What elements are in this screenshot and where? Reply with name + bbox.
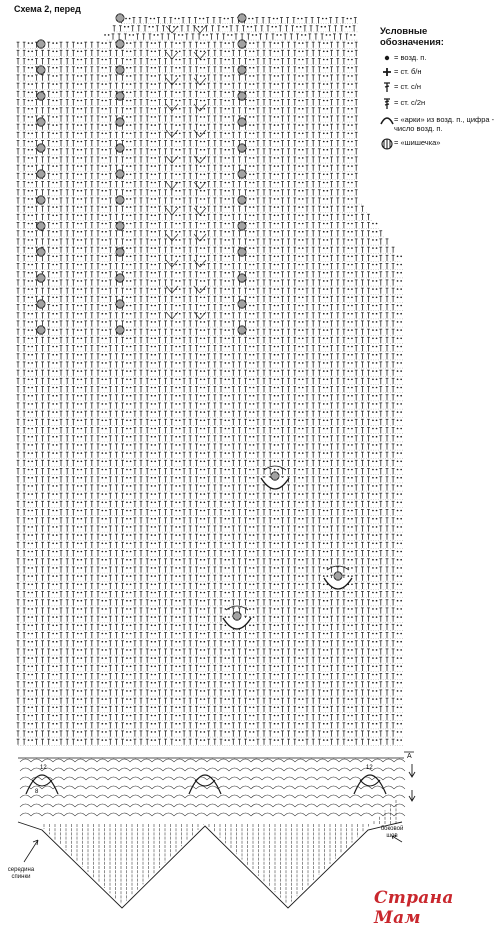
bobble-icon xyxy=(380,138,394,150)
bobble-icon xyxy=(37,222,45,230)
side-seam-line-1: боковой xyxy=(380,826,404,832)
dot-icon xyxy=(380,53,394,62)
bobble-icon xyxy=(116,274,124,282)
bobble-icon xyxy=(238,66,246,74)
row-marker-label: А xyxy=(407,753,412,760)
arch-number-2: 8 xyxy=(35,789,39,795)
bobble-icon xyxy=(116,300,124,308)
back-center-line-1: середина xyxy=(7,867,35,873)
arch-icon xyxy=(380,115,394,125)
legend xyxy=(380,26,498,150)
watermark-logo: Страна Мам xyxy=(374,888,454,928)
legend-title-line-1: Условные xyxy=(380,26,428,37)
bobble-icon xyxy=(37,92,45,100)
bobble-icon xyxy=(116,118,124,126)
legend-text-bobble: = «шишечка» xyxy=(394,138,441,147)
lace-vee xyxy=(194,52,206,59)
border-arches xyxy=(20,759,405,816)
side-seam-label xyxy=(372,826,412,840)
legend-item-chain xyxy=(380,53,498,62)
bobble-icon xyxy=(334,572,342,580)
lace-vee xyxy=(194,26,206,33)
bobble-icon xyxy=(238,248,246,256)
chart-title: Схема 2, перед xyxy=(14,4,81,14)
legend-title-line-2: обозначения: xyxy=(380,37,444,48)
bobble-icon xyxy=(238,300,246,308)
legend-item-arch xyxy=(380,115,498,133)
bobble-icon xyxy=(238,222,246,230)
bobble-icon xyxy=(233,612,241,620)
bobble-icon xyxy=(37,170,45,178)
bobble-icon xyxy=(116,40,124,48)
bobble-icon xyxy=(116,14,124,22)
dc-icon xyxy=(380,82,394,93)
seam-arch-group xyxy=(26,775,58,794)
bobble-icon xyxy=(37,144,45,152)
border-fan-stitches xyxy=(44,800,396,904)
bobble-icon xyxy=(271,472,279,480)
tr-icon xyxy=(380,98,394,110)
border-zigzag xyxy=(18,822,402,908)
side-seam-line-2: шов xyxy=(386,833,398,839)
bobble-icon xyxy=(37,300,45,308)
bobble-icon xyxy=(116,326,124,334)
bobble-icon xyxy=(116,222,124,230)
bobble-icon xyxy=(238,144,246,152)
bobble-icon xyxy=(238,274,246,282)
legend-item-bobble xyxy=(380,138,498,150)
bobble-icon xyxy=(116,144,124,152)
bobble-icon xyxy=(238,92,246,100)
bobble-icon xyxy=(37,196,45,204)
legend-text-chain: = возд. п. xyxy=(394,53,427,62)
bobble-icon xyxy=(238,14,246,22)
bobble-icon xyxy=(116,66,124,74)
back-center-line-2: спинки xyxy=(11,874,31,880)
bobble-icon xyxy=(116,92,124,100)
legend-text-sc: = ст. б/н xyxy=(394,67,422,76)
bobble-icon xyxy=(116,196,124,204)
bobble-icon xyxy=(238,118,246,126)
plus-icon xyxy=(380,67,394,77)
legend-item-dc xyxy=(380,82,498,93)
legend-text-arch: = «арки» из возд. п., цифра - число возд. п. xyxy=(394,115,495,133)
bobble-icon xyxy=(37,248,45,256)
legend-text-tr: = ст. с/2н xyxy=(394,98,426,107)
bobble-icon xyxy=(238,196,246,204)
bobble-icon xyxy=(37,118,45,126)
arch-number-1: 12 xyxy=(40,765,47,771)
bobble-icon xyxy=(37,274,45,282)
mesh-stitches xyxy=(17,18,395,745)
bobble-icon xyxy=(116,248,124,256)
down-arrow-icon xyxy=(409,764,415,777)
down-arrow-icon xyxy=(409,790,415,801)
bobble-icon xyxy=(238,170,246,178)
bobble-icon xyxy=(37,66,45,74)
bobble-icon xyxy=(116,170,124,178)
legend-item-tr xyxy=(380,98,498,110)
legend-item-sc xyxy=(380,67,498,77)
arch-number-3: 12 xyxy=(366,765,373,771)
bobble-icon xyxy=(238,326,246,334)
back-center-arrow-icon xyxy=(24,840,38,862)
bobble-icon xyxy=(238,40,246,48)
back-center-label xyxy=(4,867,38,881)
legend-text-dc: = ст. с/н xyxy=(394,82,421,91)
bobble-icon xyxy=(37,40,45,48)
bobble-icon xyxy=(37,326,45,334)
